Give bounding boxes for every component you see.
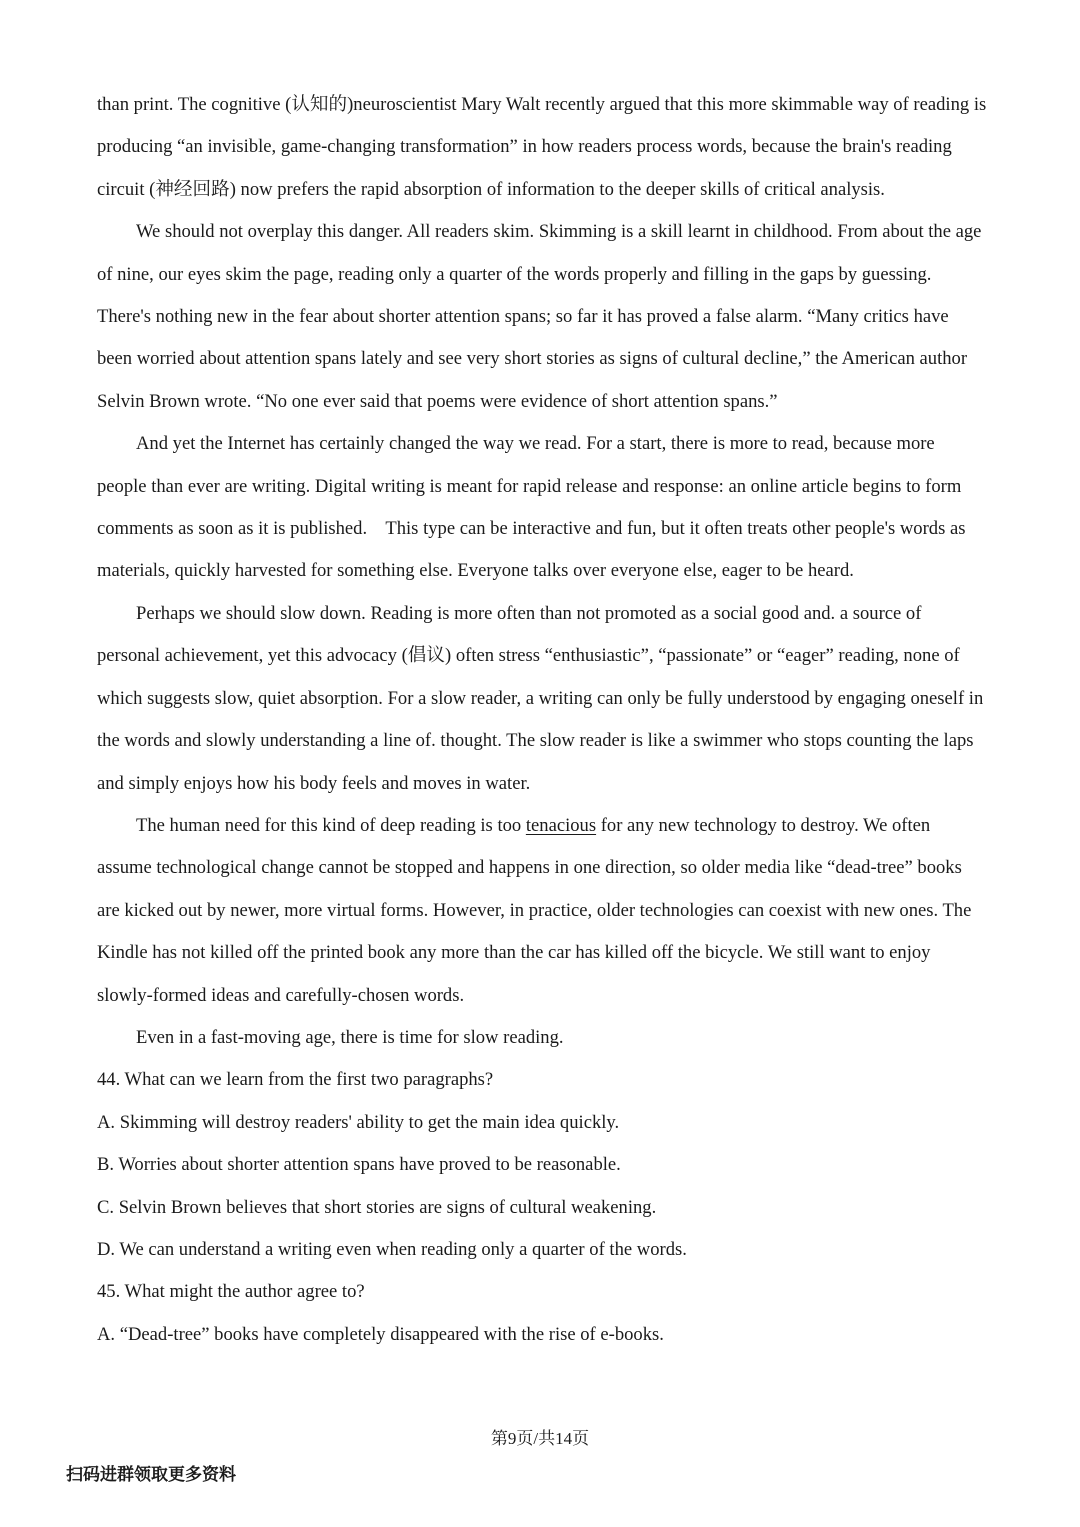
- question-45-stem: 45. What might the author agree to?: [97, 1281, 365, 1303]
- paragraph-5-text-end: for any new technology to destroy. We often assume technological change cannot be stopped and happens in one direction, so older media like “dead-tree” books are kicked out by newer, more virtual forms. However, in practice, older technologies can coexist with new ones. The Kindle has not killed off the printed book any more than the car has killed off the bicycle. We still want to enjoy slowly-formed ideas and carefully-chosen words.: [97, 814, 972, 1006]
- question-44-option-a: A. Skimming will destroy readers' ability to get the main idea quickly.: [97, 1111, 620, 1133]
- paragraph-5-text-start: The human need for this kind of deep reading is too: [136, 814, 526, 836]
- paragraph-2: We should not overplay this danger. All readers skim. Skimming is a skill learnt in childhood. From about the age of nine, our eyes skim the page, reading only a quarter of the words properly and filling in the gaps by guessing. There's nothing new in the fear about shorter attention spans; so far it has proved a false alarm. “Many critics have been worried about attention spans lately and see very short stories as signs of cultural decline,” the American author Selvin Brown wrote. “No one ever said that poems were evidence of short attention spans.”: [97, 221, 982, 412]
- paragraph-4: Perhaps we should slow down. Reading is more often than not promoted as a social good and. a source of personal achievement, yet this advocacy (倡议) often stress “enthusiastic”, “passionate” or “eager” reading, none of which suggests slow, quiet absorption. For a slow reader, a writing can only be fully understood by engaging oneself in the words and slowly understanding a line of. thought. The slow reader is like a swimmer who stops counting the laps and simply enjoys how his body feels and moves in water.: [97, 602, 984, 794]
- page-body: [97, 84, 987, 1356]
- underlined-word: tenacious: [525, 814, 597, 836]
- question-44-option-b: B. Worries about shorter attention spans have proved to be reasonable.: [97, 1154, 621, 1176]
- question-44-option-c: C. Selvin Brown believes that short stories are signs of cultural weakening.: [97, 1196, 657, 1218]
- paragraph-5: [97, 805, 987, 1017]
- paragraph-6: Even in a fast-moving age, there is time for slow reading.: [136, 1026, 564, 1048]
- footer-note: 扫码进群领取更多资料: [66, 1465, 236, 1485]
- question-44-option-d: D. We can understand a writing even when reading only a quarter of the words.: [97, 1238, 687, 1260]
- question-45-option-a: A. “Dead-tree” books have completely disappeared with the rise of e-books.: [97, 1323, 664, 1345]
- question-44-stem: 44. What can we learn from the first two paragraphs?: [97, 1069, 494, 1091]
- page-number: 第9页/共14页: [490, 1429, 590, 1448]
- paragraph-1: than print. The cognitive (认知的)neuroscientist Mary Walt recently argued that this more skimmable way of reading is producing “an invisible, game-changing transformation” in how readers process words, because the brain's reading circuit (神经回路) now prefers the rapid absorption of information to the deeper skills of critical analysis.: [97, 94, 987, 200]
- paragraph-3: And yet the Internet has certainly changed the way we read. For a start, there is more to read, because more people than ever are writing. Digital writing is meant for rapid release and response: an online article begins to form comments as soon as it is published. This type can be interactive and fun, but it often treats other people's words as materials, quickly harvested for something else. Everyone talks over everyone else, eager to be heard.: [97, 433, 971, 582]
